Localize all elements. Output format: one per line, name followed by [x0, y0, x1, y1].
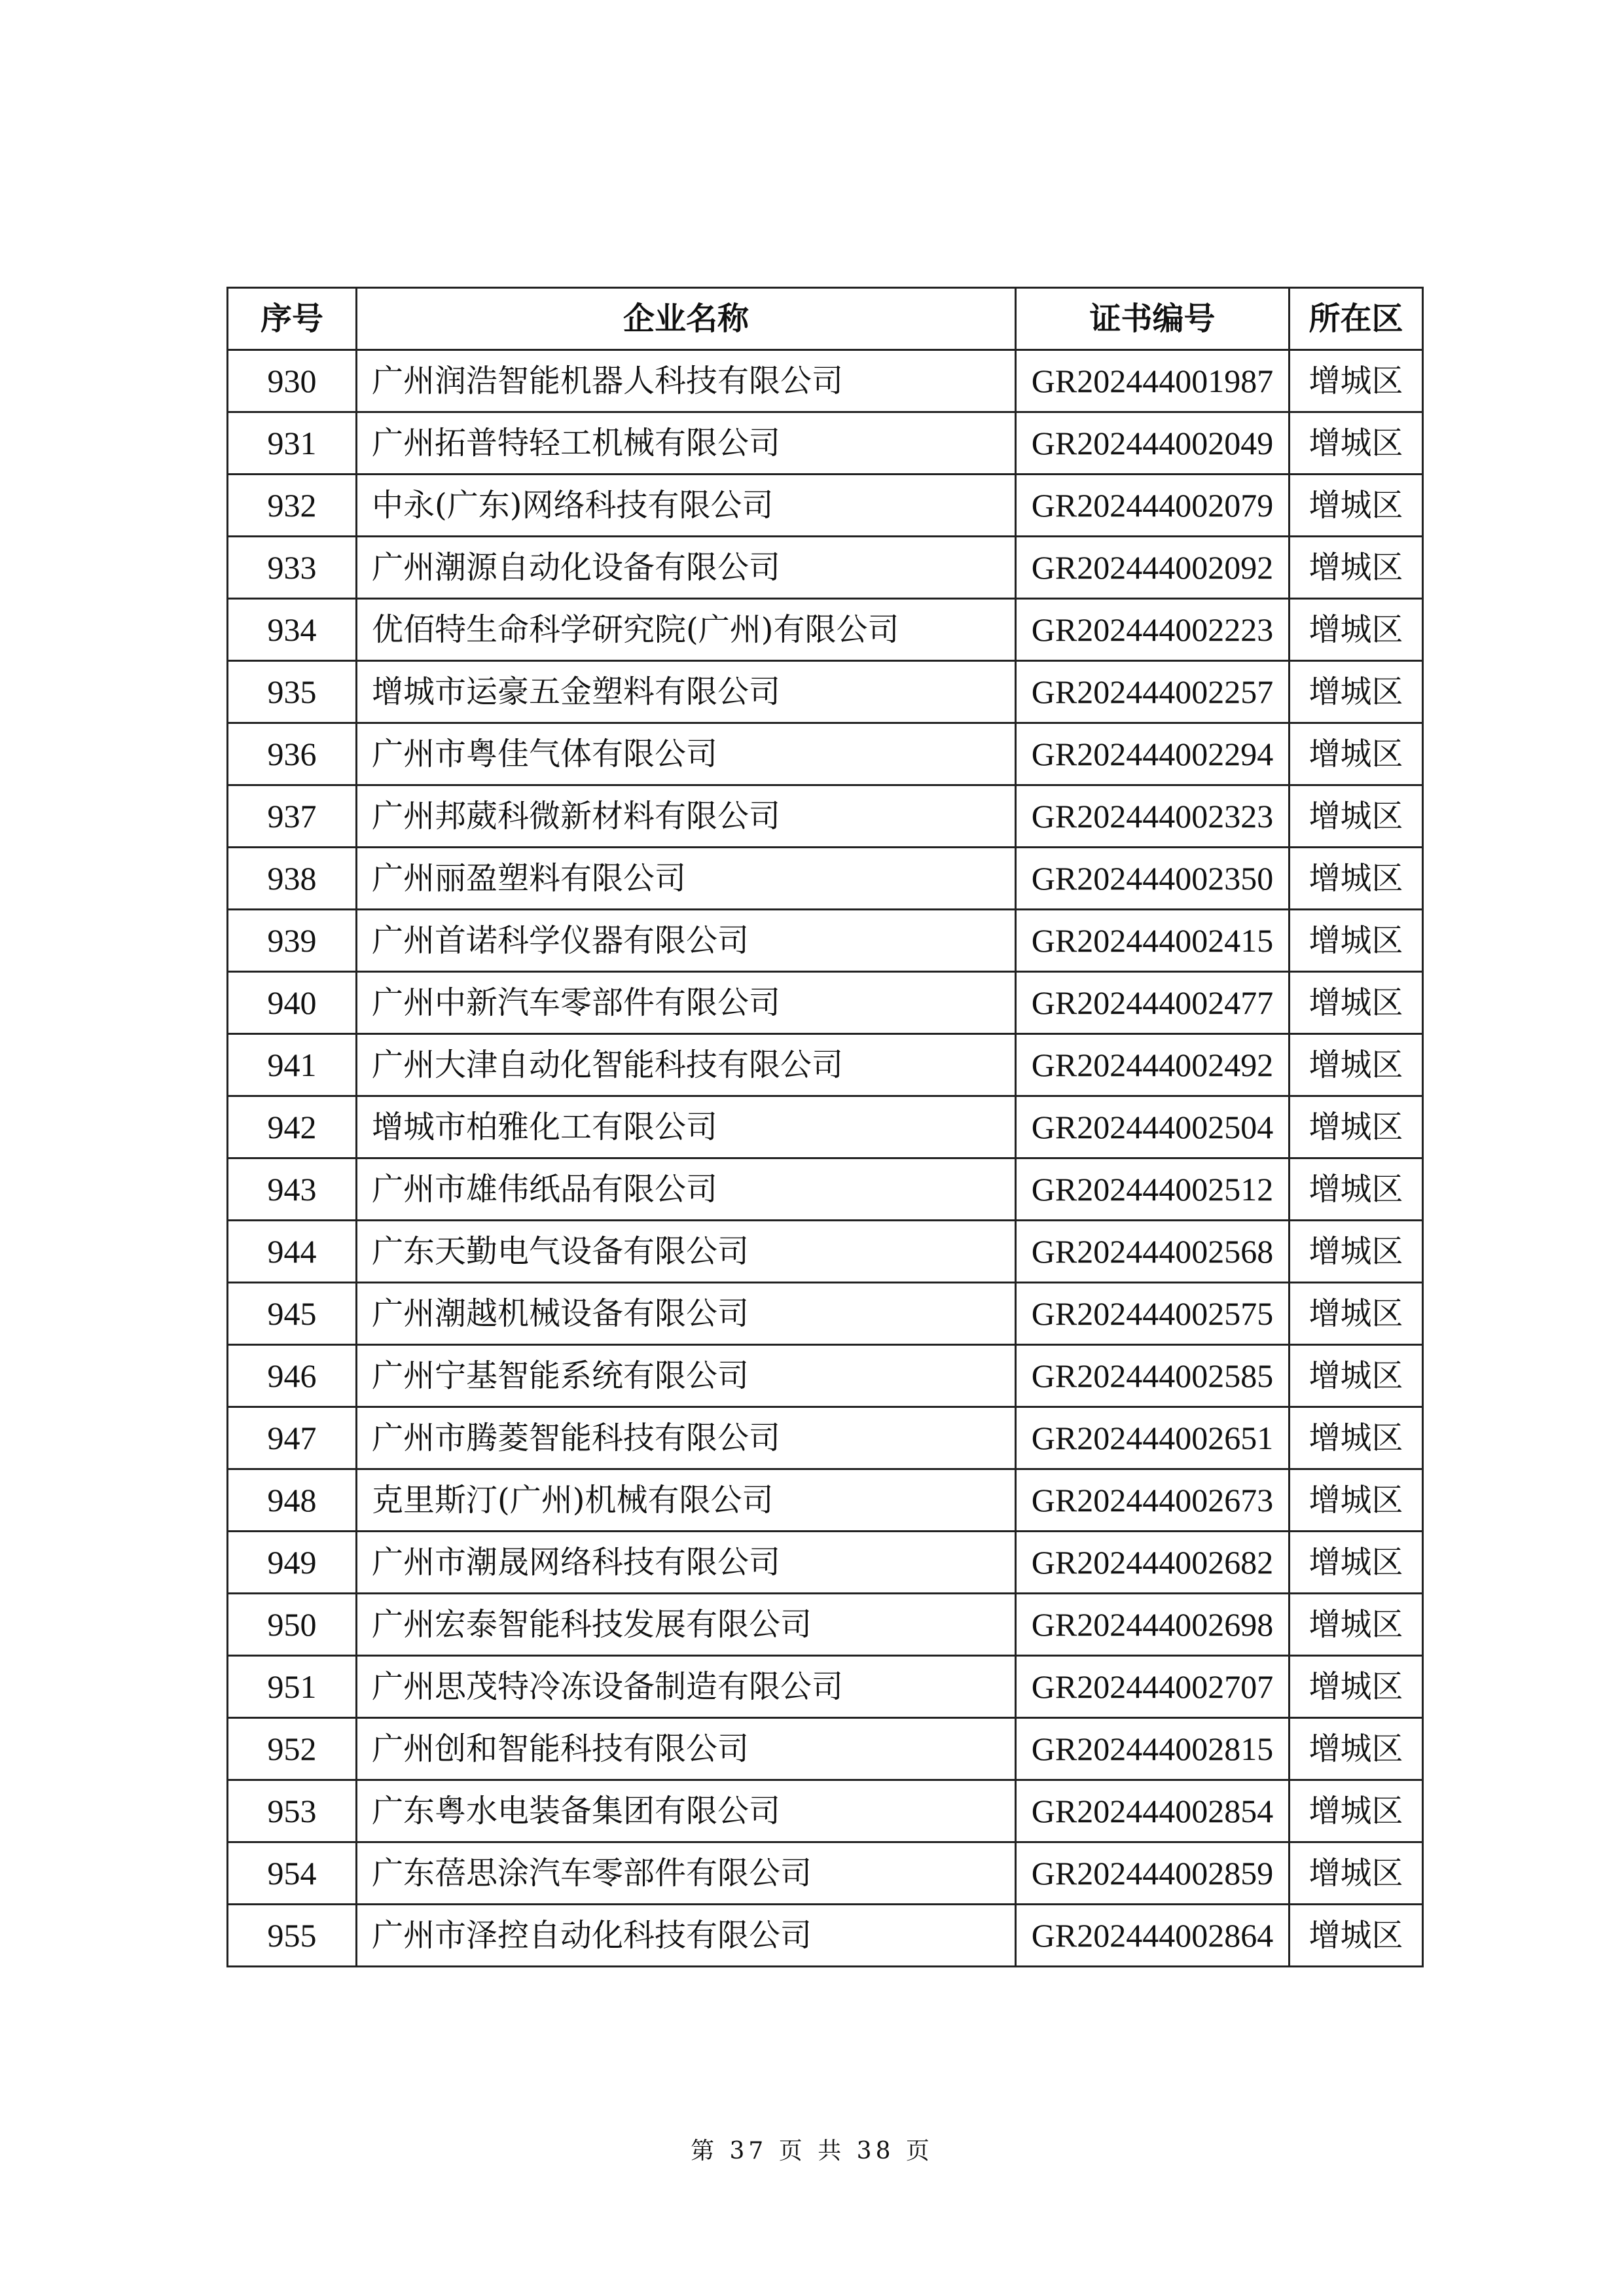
table-row [228, 785, 1423, 848]
table-row [228, 1594, 1423, 1656]
cell-seq: 939 [228, 910, 357, 972]
cell-certificate-number: GR202444002492 [1016, 1034, 1290, 1096]
cell-district: 增城区 [1290, 1034, 1423, 1096]
table-row [228, 350, 1423, 412]
cell-company-name: 广州首诺科学仪器有限公司 [357, 910, 1016, 972]
cell-seq: 930 [228, 350, 357, 412]
cell-district: 增城区 [1290, 599, 1423, 661]
page-number-text: 第 37 页 共 38 页 [691, 2138, 933, 2164]
cell-certificate-number: GR202444002698 [1016, 1594, 1290, 1656]
cell-certificate-number: GR202444002079 [1016, 475, 1290, 537]
cell-company-name: 广州拓普特轻工机械有限公司 [357, 412, 1016, 475]
cell-certificate-number: GR202444002512 [1016, 1158, 1290, 1221]
cell-seq: 935 [228, 661, 357, 723]
table-row [228, 1221, 1423, 1283]
cell-company-name: 广州润浩智能机器人科技有限公司 [357, 350, 1016, 412]
cell-seq: 931 [228, 412, 357, 475]
table-row [228, 1407, 1423, 1469]
cell-seq: 954 [228, 1842, 357, 1905]
cell-certificate-number: GR202444002673 [1016, 1469, 1290, 1532]
cell-seq: 933 [228, 537, 357, 599]
cell-company-name: 广州市泽控自动化科技有限公司 [357, 1905, 1016, 1967]
table-row [228, 1718, 1423, 1780]
cell-certificate-number: GR202444002815 [1016, 1718, 1290, 1780]
table-row [228, 972, 1423, 1034]
cell-certificate-number: GR202444002707 [1016, 1656, 1290, 1718]
cell-district: 增城区 [1290, 785, 1423, 848]
cell-company-name: 广州中新汽车零部件有限公司 [357, 972, 1016, 1034]
cell-district: 增城区 [1290, 1780, 1423, 1842]
cell-district: 增城区 [1290, 723, 1423, 785]
cell-district: 增城区 [1290, 1221, 1423, 1283]
cell-certificate-number: GR202444002223 [1016, 599, 1290, 661]
table-row [228, 1780, 1423, 1842]
cell-company-name: 中永(广东)网络科技有限公司 [357, 475, 1016, 537]
enterprise-table [226, 287, 1424, 1967]
table-row [228, 599, 1423, 661]
cell-company-name: 广州市潮晟网络科技有限公司 [357, 1532, 1016, 1594]
cell-district: 增城区 [1290, 661, 1423, 723]
header-seq: 序号 [228, 288, 357, 350]
cell-certificate-number: GR202444002049 [1016, 412, 1290, 475]
cell-certificate-number: GR202444002682 [1016, 1532, 1290, 1594]
cell-certificate-number: GR202444002504 [1016, 1096, 1290, 1158]
cell-certificate-number: GR202444002651 [1016, 1407, 1290, 1469]
header-name: 企业名称 [357, 288, 1016, 350]
table-row [228, 1842, 1423, 1905]
cell-district: 增城区 [1290, 1656, 1423, 1718]
cell-company-name: 广州市粤佳气体有限公司 [357, 723, 1016, 785]
cell-district: 增城区 [1290, 475, 1423, 537]
table-row [228, 1096, 1423, 1158]
cell-seq: 950 [228, 1594, 357, 1656]
table-row [228, 1905, 1423, 1967]
table-row [228, 1345, 1423, 1407]
cell-company-name: 广州邦葳科微新材料有限公司 [357, 785, 1016, 848]
cell-seq: 949 [228, 1532, 357, 1594]
cell-company-name: 广州丽盈塑料有限公司 [357, 848, 1016, 910]
cell-seq: 938 [228, 848, 357, 910]
cell-company-name: 广州宁基智能系统有限公司 [357, 1345, 1016, 1407]
cell-seq: 952 [228, 1718, 357, 1780]
cell-seq: 934 [228, 599, 357, 661]
cell-certificate-number: GR202444002477 [1016, 972, 1290, 1034]
cell-seq: 936 [228, 723, 357, 785]
cell-seq: 945 [228, 1283, 357, 1345]
cell-certificate-number: GR202444002854 [1016, 1780, 1290, 1842]
table-row [228, 1283, 1423, 1345]
table-row [228, 848, 1423, 910]
cell-seq: 943 [228, 1158, 357, 1221]
cell-company-name: 广州潮越机械设备有限公司 [357, 1283, 1016, 1345]
cell-district: 增城区 [1290, 910, 1423, 972]
table-body [228, 350, 1423, 1967]
cell-seq: 942 [228, 1096, 357, 1158]
cell-district: 增城区 [1290, 1842, 1423, 1905]
page-footer [0, 2132, 1624, 2166]
cell-seq: 937 [228, 785, 357, 848]
cell-certificate-number: GR202444002257 [1016, 661, 1290, 723]
cell-district: 增城区 [1290, 1096, 1423, 1158]
cell-seq: 955 [228, 1905, 357, 1967]
cell-certificate-number: GR202444002575 [1016, 1283, 1290, 1345]
table-row [228, 910, 1423, 972]
cell-district: 增城区 [1290, 1283, 1423, 1345]
table-row [228, 1532, 1423, 1594]
cell-certificate-number: GR202444002864 [1016, 1905, 1290, 1967]
table-row [228, 537, 1423, 599]
cell-certificate-number: GR202444002415 [1016, 910, 1290, 972]
cell-district: 增城区 [1290, 1594, 1423, 1656]
cell-company-name: 广州市腾菱智能科技有限公司 [357, 1407, 1016, 1469]
cell-district: 增城区 [1290, 1905, 1423, 1967]
table-row [228, 723, 1423, 785]
header-cert: 证书编号 [1016, 288, 1290, 350]
cell-certificate-number: GR202444002092 [1016, 537, 1290, 599]
cell-district: 增城区 [1290, 848, 1423, 910]
cell-seq: 946 [228, 1345, 357, 1407]
cell-company-name: 广东天勤电气设备有限公司 [357, 1221, 1016, 1283]
table-row [228, 1158, 1423, 1221]
cell-company-name: 广州潮源自动化设备有限公司 [357, 537, 1016, 599]
table-row [228, 1034, 1423, 1096]
cell-company-name: 优佰特生命科学研究院(广州)有限公司 [357, 599, 1016, 661]
cell-district: 增城区 [1290, 1718, 1423, 1780]
cell-seq: 947 [228, 1407, 357, 1469]
cell-company-name: 广州大津自动化智能科技有限公司 [357, 1034, 1016, 1096]
cell-seq: 932 [228, 475, 357, 537]
cell-certificate-number: GR202444002568 [1016, 1221, 1290, 1283]
table-header-row [228, 288, 1423, 350]
cell-certificate-number: GR202444002859 [1016, 1842, 1290, 1905]
cell-certificate-number: GR202444002294 [1016, 723, 1290, 785]
cell-district: 增城区 [1290, 1532, 1423, 1594]
cell-seq: 941 [228, 1034, 357, 1096]
table-row [228, 1469, 1423, 1532]
cell-district: 增城区 [1290, 537, 1423, 599]
cell-company-name: 增城市柏雅化工有限公司 [357, 1096, 1016, 1158]
cell-certificate-number: GR202444002585 [1016, 1345, 1290, 1407]
cell-district: 增城区 [1290, 1407, 1423, 1469]
header-district: 所在区 [1290, 288, 1423, 350]
cell-company-name: 广东粤水电装备集团有限公司 [357, 1780, 1016, 1842]
cell-district: 增城区 [1290, 1469, 1423, 1532]
cell-certificate-number: GR202444002323 [1016, 785, 1290, 848]
cell-district: 增城区 [1290, 1345, 1423, 1407]
cell-company-name: 广州宏泰智能科技发展有限公司 [357, 1594, 1016, 1656]
cell-company-name: 增城市运豪五金塑料有限公司 [357, 661, 1016, 723]
cell-company-name: 广州创和智能科技有限公司 [357, 1718, 1016, 1780]
table-row [228, 1656, 1423, 1718]
cell-seq: 951 [228, 1656, 357, 1718]
table-row [228, 475, 1423, 537]
cell-certificate-number: GR202444001987 [1016, 350, 1290, 412]
cell-seq: 944 [228, 1221, 357, 1283]
cell-certificate-number: GR202444002350 [1016, 848, 1290, 910]
table-row [228, 661, 1423, 723]
cell-seq: 940 [228, 972, 357, 1034]
cell-seq: 953 [228, 1780, 357, 1842]
cell-company-name: 广州市雄伟纸品有限公司 [357, 1158, 1016, 1221]
cell-company-name: 广州思茂特冷冻设备制造有限公司 [357, 1656, 1016, 1718]
cell-seq: 948 [228, 1469, 357, 1532]
cell-district: 增城区 [1290, 1158, 1423, 1221]
cell-company-name: 广东蓓思涂汽车零部件有限公司 [357, 1842, 1016, 1905]
cell-company-name: 克里斯汀(广州)机械有限公司 [357, 1469, 1016, 1532]
cell-district: 增城区 [1290, 972, 1423, 1034]
cell-district: 增城区 [1290, 350, 1423, 412]
table-row [228, 412, 1423, 475]
cell-district: 增城区 [1290, 412, 1423, 475]
